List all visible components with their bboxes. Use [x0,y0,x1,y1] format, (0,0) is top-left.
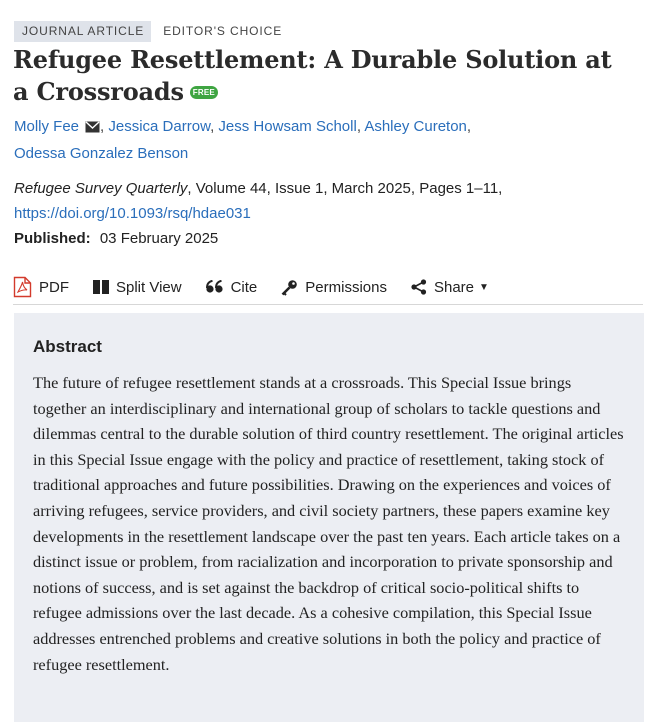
article-toolbar [13,270,643,305]
author-link[interactable]: Ashley Cureton [364,118,467,135]
editors-choice-tag: EDITOR'S CHOICE [163,24,283,38]
author-separator: , [466,118,472,135]
author-list [14,114,574,166]
cite-label: Cite [230,278,258,296]
split-view-button[interactable] [93,272,182,302]
share-button[interactable] [411,272,489,302]
author-link[interactable]: Jess Howsam Scholl [218,118,357,135]
abstract-text: The future of refugee resettlement stands at a crossroads. This Special Issue brings together an interdisciplinary and international group of scholars to tackle questions and dilemmas central to the durable solution of third country resettlement. The original articles in this Special Issue engage with the policy and practice of resettlement, taking stock of traditional approaches and future possibilities. Drawing on the experiences and voices of arriving refugees, service providers, and civil society partners, these papers examine key developments in the resettlement landscape over the past ten years. Each article takes on a distinct issue or problem, from racialization and incorporation to private sponsorship and notions of success, and is set against the backdrop of critical socio-political shifts to refugee admissions over the last decade. As a cohesive compilation, this Special Issue addresses entrenched problems and creative solutions in both the policy and practice of refugee resettlement. [33,373,624,674]
article-type-tag: JOURNAL ARTICLE [14,21,151,42]
citation-details: , Volume 44, Issue 1, March 2025, Pages 1–11, [187,180,503,197]
pdf-button[interactable] [13,272,69,302]
author-link[interactable]: Odessa Gonzalez Benson [14,145,189,162]
citation-block [14,176,614,251]
article-tags [14,21,282,42]
pdf-label: PDF [39,278,69,296]
published-date: 03 February 2025 [99,230,219,247]
author-separator: , [100,118,109,135]
split-view-label: Split View [116,278,182,296]
abstract-section [14,313,644,722]
author-separator: , [210,118,219,135]
share-label: Share [433,278,474,296]
pdf-icon [13,276,32,298]
mail-icon[interactable] [85,116,100,141]
cite-button[interactable] [206,272,258,302]
author-link[interactable]: Jessica Darrow [108,118,211,135]
article-title-text: Refugee Resettlement: A Durable Solution at a Crossroads [13,45,612,106]
permissions-label: Permissions [305,278,387,296]
published-line [14,226,614,251]
share-icon [411,279,427,295]
permissions-button[interactable] [281,272,387,302]
free-badge: FREE [190,86,218,99]
split-view-icon [93,280,109,294]
published-label: Published: [14,230,91,247]
journal-name: Refugee Survey Quarterly [14,180,188,197]
author-link[interactable]: Molly Fee [14,118,80,135]
quote-icon [206,280,224,294]
citation-line [14,176,614,201]
key-icon [281,279,298,296]
chevron-down-icon: ▼ [479,281,489,293]
abstract-heading: Abstract [33,337,102,356]
article-title [13,44,633,108]
author-separator: , [356,118,365,135]
doi-link[interactable]: https://doi.org/10.1093/rsq/hdae031 [14,205,251,222]
